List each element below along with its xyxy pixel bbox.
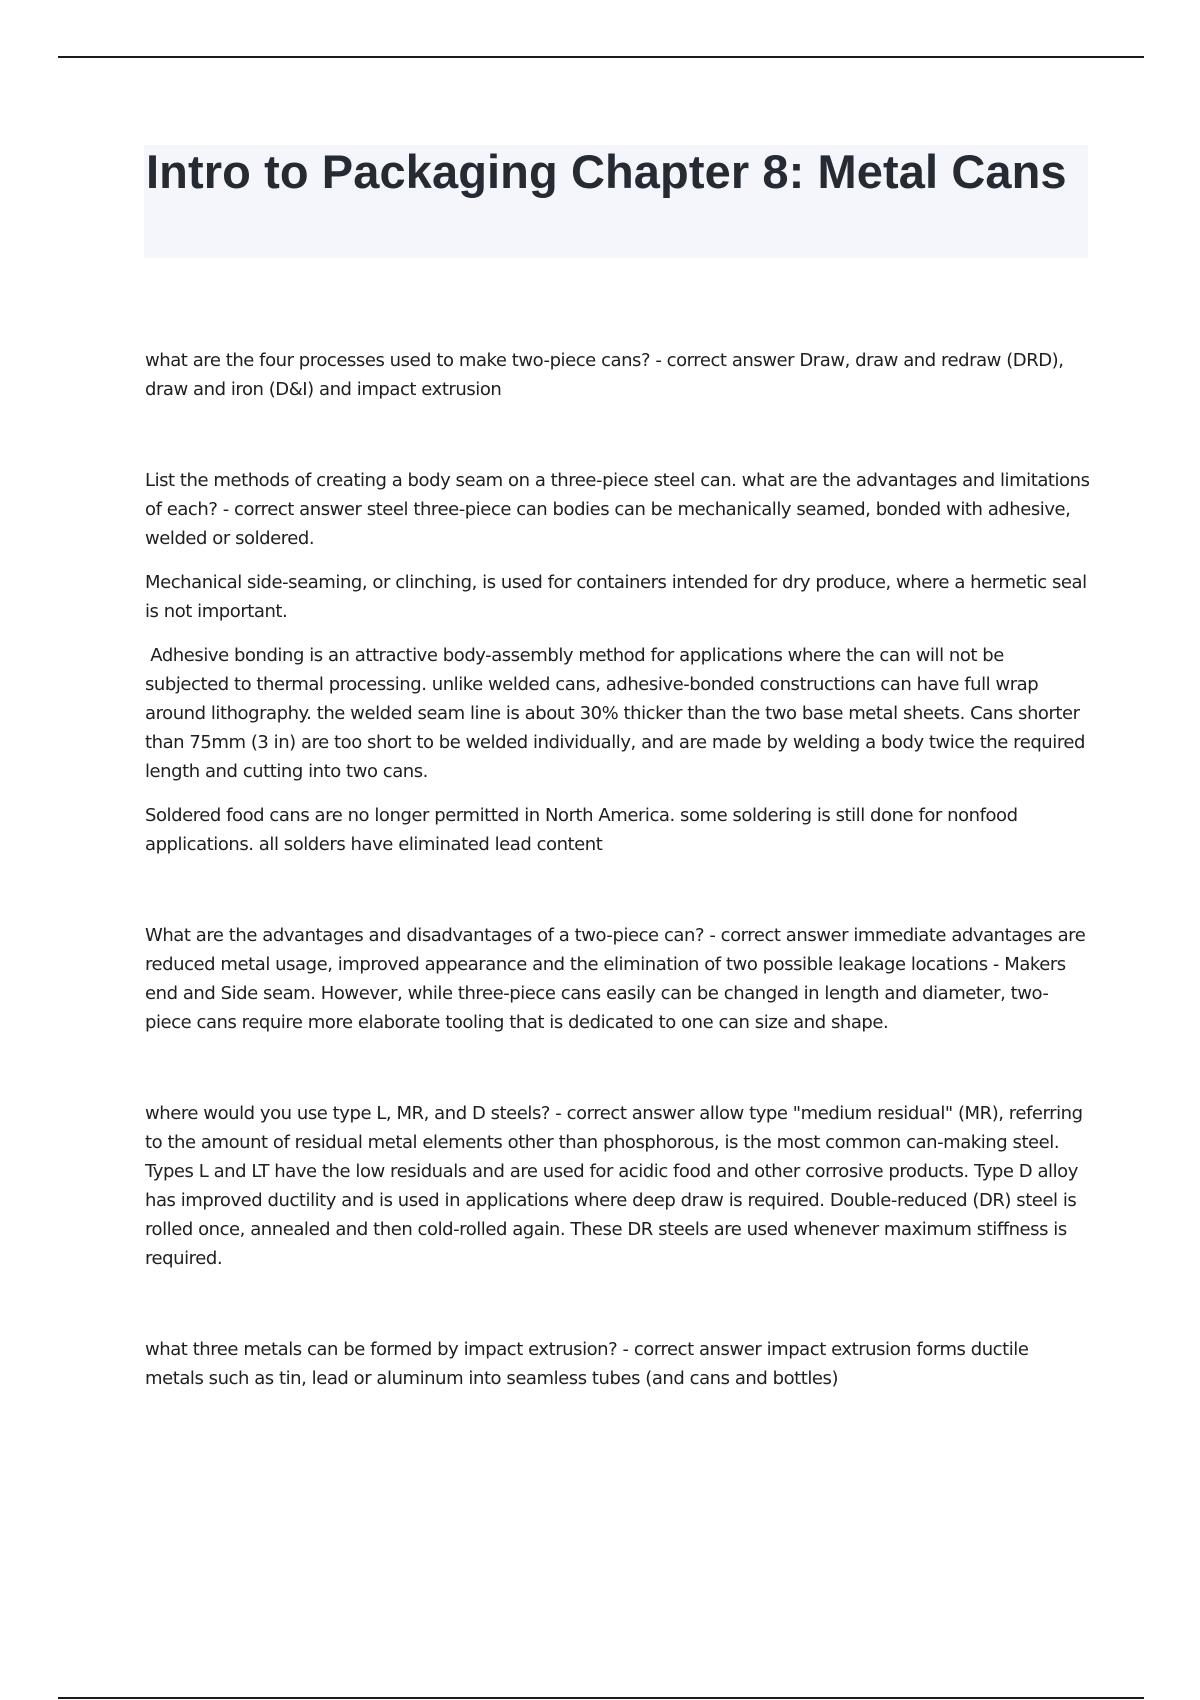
qa-5-paragraph-1: what three metals can be formed by impact extrusion? - correct answer impact extrusion forms ductile metals such as tin, lead or aluminum into seamless tubes (and cans and bottles)	[145, 1339, 1029, 1389]
qa-2-paragraph-4: Soldered food cans are no longer permitted in North America. some soldering is still done for nonfood applications. all solders have eliminated lead content	[145, 805, 1018, 855]
bottom-rule	[58, 1697, 1144, 1699]
paragraph-spacer	[145, 626, 1091, 641]
qa-1-paragraph-1: what are the four processes used to make two-piece cans? - correct answer Draw, draw and redraw (DRD), draw and iron (D&I) and impact extrusion	[145, 350, 1064, 400]
qa-3-paragraph-1: What are the advantages and disadvantages of a two-piece can? - correct answer immediate advantages are reduced metal usage, improved appearance and the elimination of two possible leakage locations - Makers end and Side seam. However, while three-piece cans easily can be changed in length and diameter, two-piece cans require more elaborate tooling that is dedicated to one can size and shape.	[145, 925, 1086, 1033]
paragraph-spacer	[145, 553, 1091, 568]
top-rule	[58, 56, 1144, 58]
qa-2-paragraph-1: List the methods of creating a body seam on a three-piece steel can. what are the advantages and limitations of each? - correct answer steel three-piece can bodies can be mechanically seamed, bonded with adhesive, welded or soldered.	[145, 470, 1090, 549]
entry-spacer	[145, 404, 1091, 466]
entry-spacer	[145, 859, 1091, 921]
title-block	[144, 145, 1088, 258]
paragraph-spacer	[145, 786, 1091, 801]
qa-2-paragraph-2: Mechanical side-seaming, or clinching, is used for containers intended for dry produce, where a hermetic seal is not important.	[145, 572, 1087, 622]
document-body	[145, 346, 1091, 1393]
page-title: Intro to Packaging Chapter 8: Metal Cans	[146, 145, 1067, 198]
qa-4-paragraph-1: where would you use type L, MR, and D steels? - correct answer allow type "medium residual" (MR), referring to the amount of residual metal elements other than phosphorous, is the most common can-making steel. Types L and LT have the low residuals and are used for acidic food and other corrosive products. Type D alloy has improved ductility and is used in applications where deep draw is required. Double-reduced (DR) steel is rolled once, annealed and then cold-rolled again. These DR steels are used whenever maximum stiffness is required.	[145, 1103, 1083, 1269]
qa-2-paragraph-3: Adhesive bonding is an attractive body-assembly method for applications where the can will not be subjected to thermal processing. unlike welded cans, adhesive-bonded constructions can have full wrap around lithography. the welded seam line is about 30% thicker than the two base metal sheets. Cans shorter than 75mm (3 in) are too short to be welded individually, and are made by welding a body twice the required length and cutting into two cans.	[145, 645, 1091, 782]
entry-spacer	[145, 1037, 1091, 1099]
entry-spacer	[145, 1273, 1091, 1335]
